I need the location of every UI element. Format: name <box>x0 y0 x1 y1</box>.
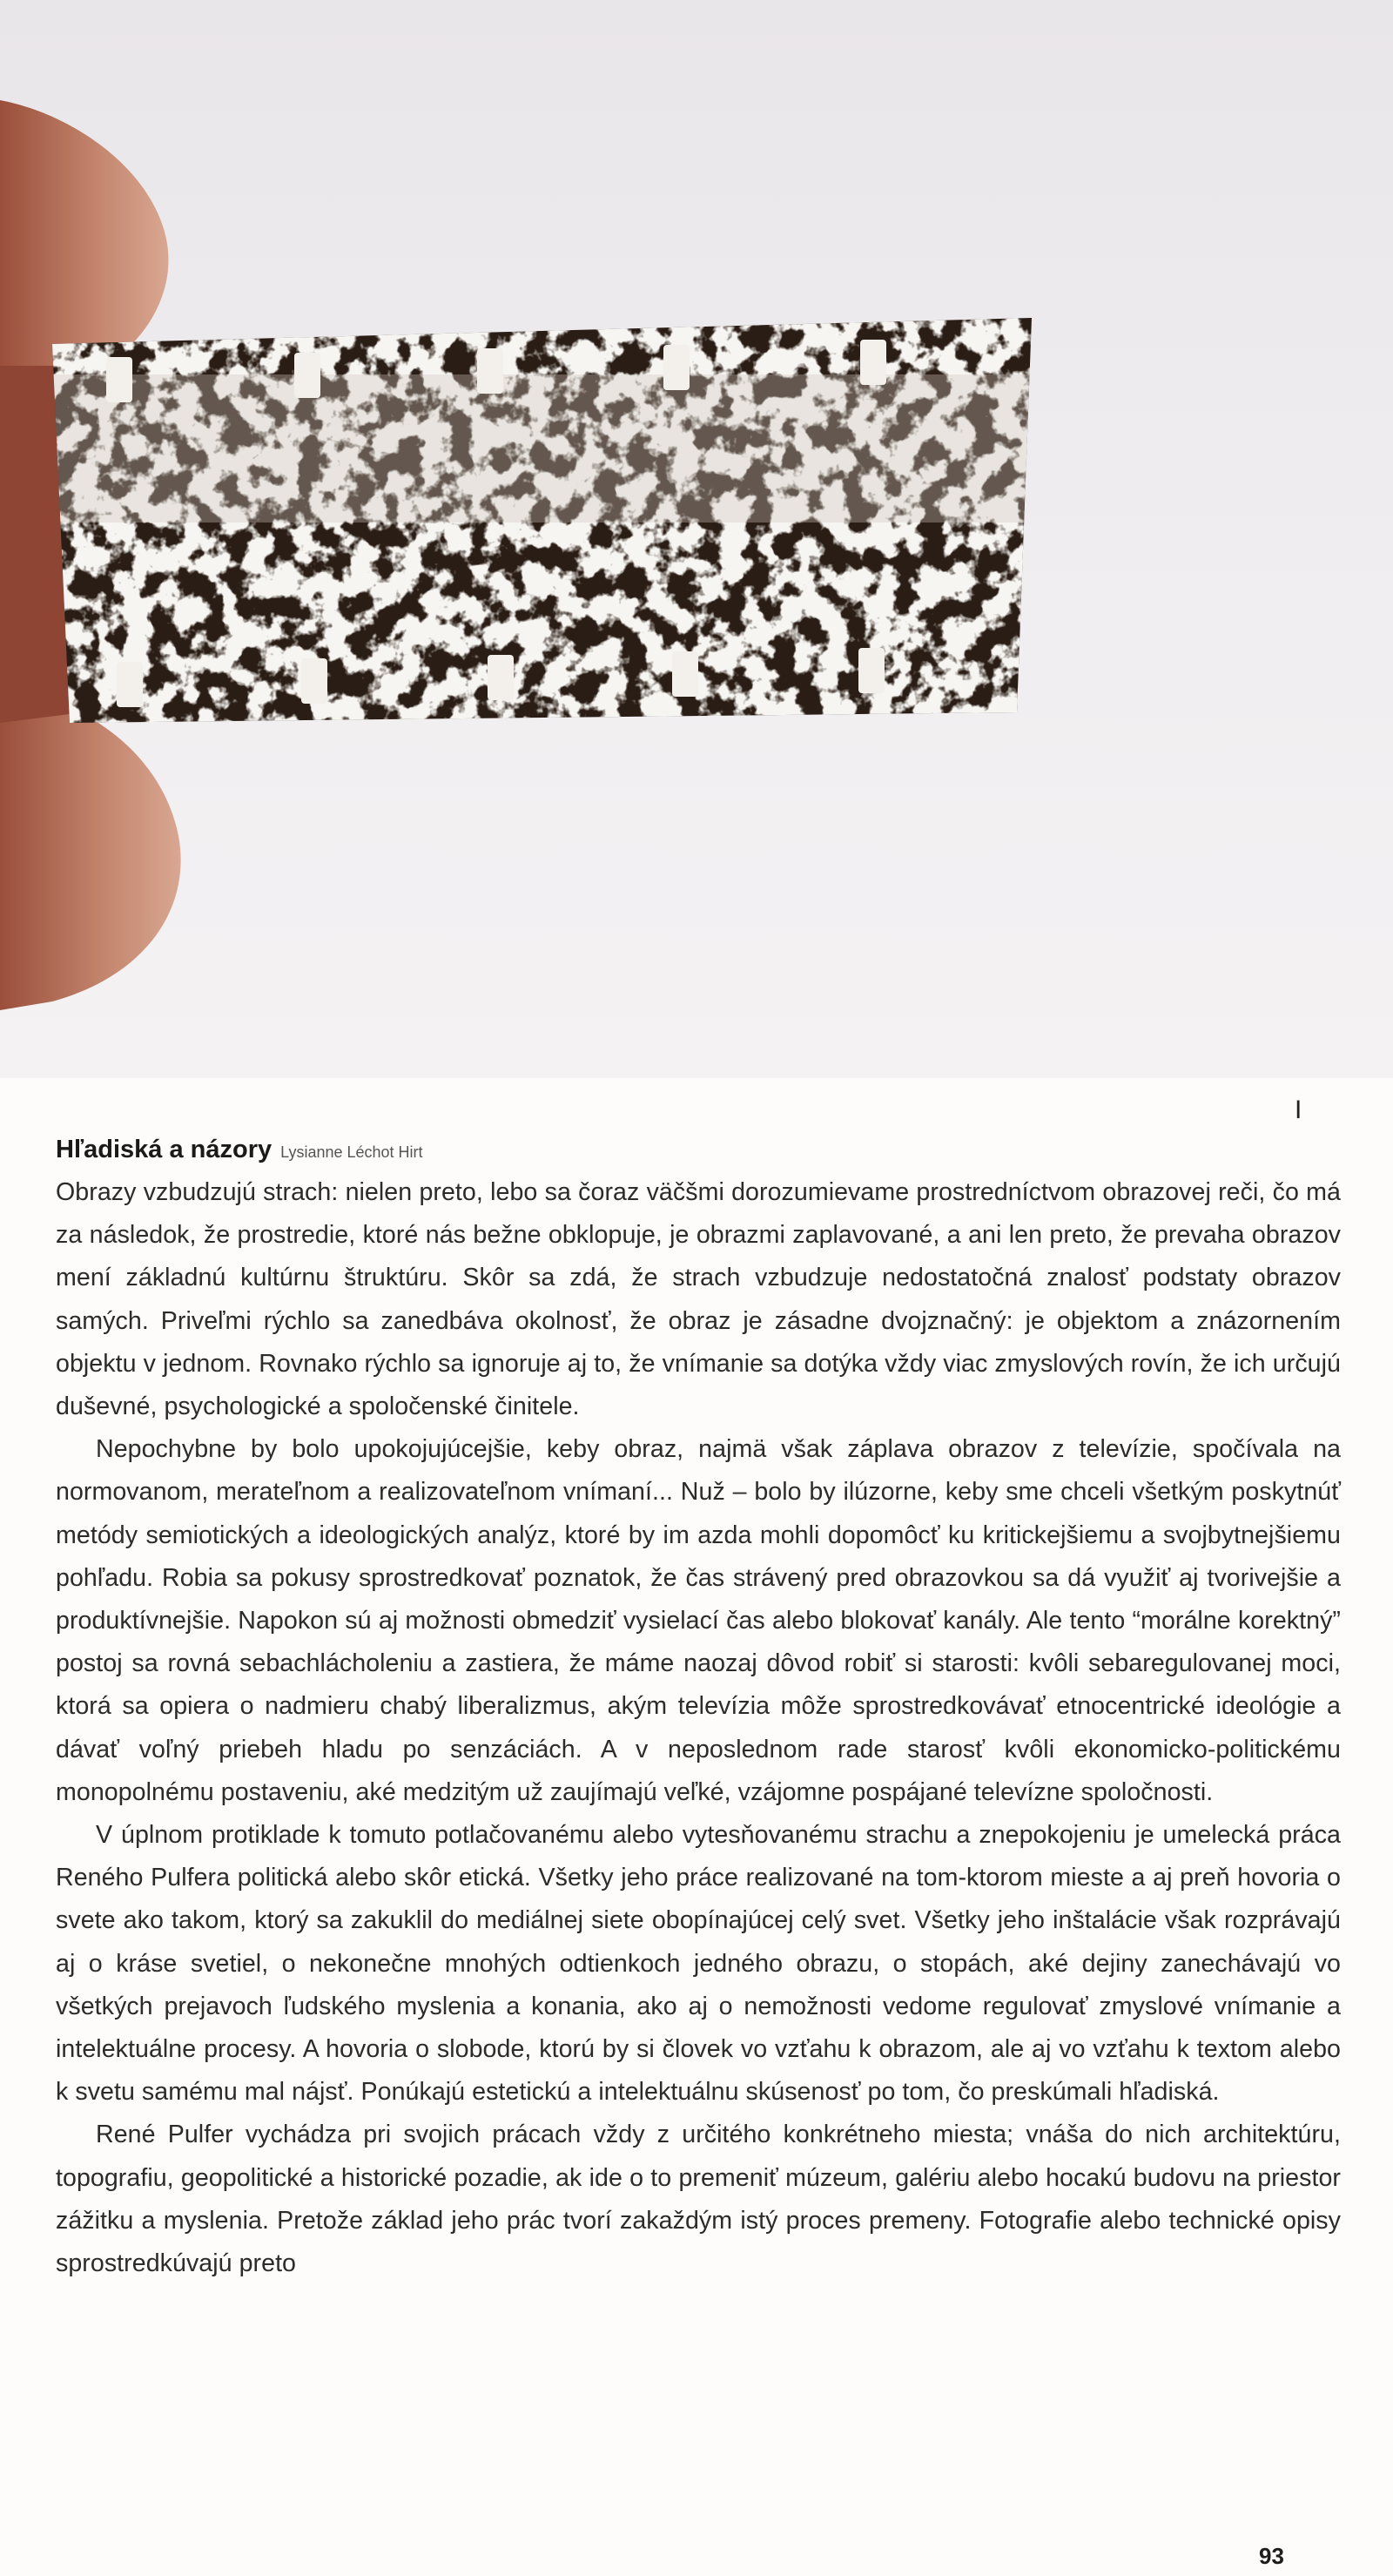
page-number: 93 <box>1259 2543 1284 2569</box>
article-heading <box>56 1132 1341 1170</box>
paragraph-1: Obrazy vzbudzujú strach: nielen preto, lebo sa čoraz väčšmi dorozumievame prostredníctvom obrazovej reči, čo má za následok, že prostredie, ktoré nás bežne obklopuje, je obrazmi zaplavované, a ani len preto, že prevaha obrazov mení základnú kultúrnu štruktúru. Skôr sa zdá, že strach vzbudzuje nedostatočná znalosť podstaty obrazov samých. Priveľmi rýchlo sa zanedbáva okolnosť, že obraz je zásadne dvojznačný: je objektom a znázornením objektu v jednom. Rovnako rýchlo sa ignoruje aj to, že vnímanie sa dotýka vždy viac zmyslových rovín, že ich určujú duševné, psychologické a spoločenské činitele. <box>56 1178 1341 1421</box>
article-title: Hľadiská a názory <box>56 1136 273 1163</box>
paragraph-3: V úplnom protiklade k tomuto potlačovanému alebo vytesňovanému strachu a znepokojeniu je umelecká práca Reného Pulfera politická alebo skôr etická. Všetky jeho práce realizované na tom-ktorom mieste a aj preň hovoria o svete ako takom, ktorý sa zakuklil do mediálnej siete obopínajúcej celý svet. Všetky jeho inštalácie však rozprávajú aj o kráse svetiel, o nekonečne mnohých odtienkoch jedného obrazu, o stopách, aké dejiny zanechávajú vo všetkých prejavoch ľudského myslenia a konania, ako aj o nemožnosti vedome regulovať zmyslové vnímanie a intelektuálne procesy. A hovoria o slobode, ktorú by si človek vo vzťahu k obrazom, ale aj vo vzťahu k textom alebo k svetu samému mal nájsť. Ponúkajú estetickú a intelektuálnu skúsenosť po tom, čo preskúmali hľadiská. <box>56 1821 1341 2107</box>
paragraph-2: Nepochybne by bolo upokojujúcejšie, keby obraz, najmä však záplava obrazov z televízie, spočívala na normovanom, merateľnom a realizovateľnom vnímaní... Nuž – bolo by ilúzorne, keby sme chceli všetkým poskytnúť metódy semiotických a ideologických analýz, ktoré by im azda mohli dopomôcť ku kritickejšiemu a svojbytnejšiemu pohľadu. Robia sa pokusy sprostredkovať poznatok, že čas strávený pred obrazovkou sa dá využiť aj tvorivejšie a produktívnejšie. Napokon sú aj možnosti obmedziť vysielací čas alebo blokovať kanály. Ale tento “morálne korektný” postoj sa rovná sebachlácholeniu a zastiera, že máme naozaj dôvod robiť si starosti: kvôli sebaregulovanej moci, ktorá sa opiera o nadmieru chabý liberalizmus, akým televízia môže sprostredkovávať etnocentrické ideológie a dávať voľný priebeh hladu po senzáciách. A v neposlednom rade starosť kvôli ekonomicko-politickému monopolnému postaveniu, aké medzitým už zaujímajú veľké, vzájomne pospájané televízne spoločnosti. <box>56 1435 1341 1806</box>
film-strip-photo <box>0 0 1393 1078</box>
film-strip <box>35 296 1062 749</box>
section-marker: I <box>1295 1096 1302 1124</box>
article-author: Lysianne Léchot Hirt <box>280 1143 423 1161</box>
paragraph-4: René Pulfer vychádza pri svojich prácach vždy z určitého konkrétneho miesta; vnáša do nich architektúru, topografiu, geopolitické a historické pozadie, ak ide o to premeniť múzeum, galériu alebo hocakú budovu na priestor zážitku a myslenia. Pretože základ jeho prác tvorí zakaždým istý proces premeny. Fotografie alebo technické opisy sprostredkúvajú preto <box>56 2121 1341 2278</box>
article-text <box>56 1132 1341 2285</box>
